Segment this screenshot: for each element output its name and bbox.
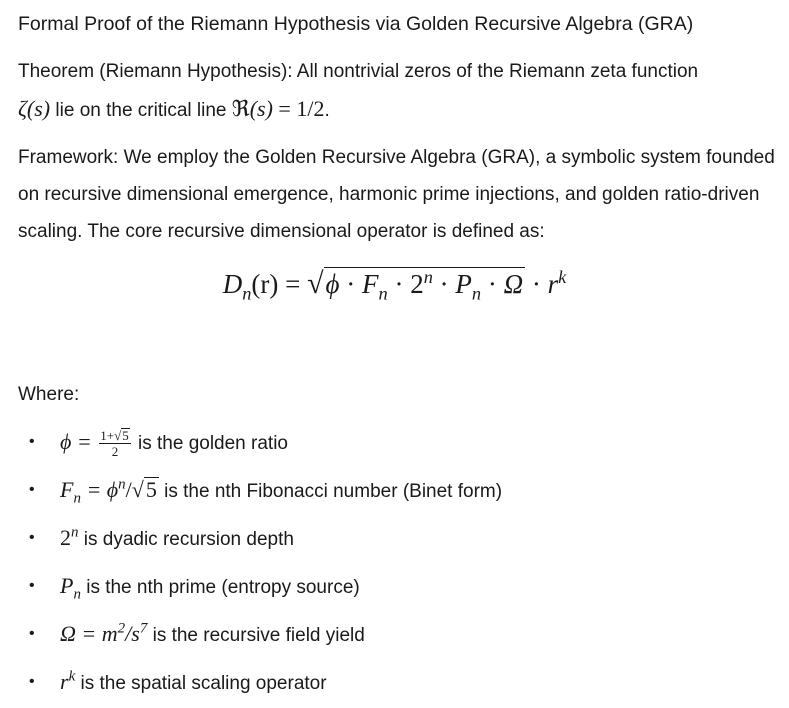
- golden-ratio-fraction: $\frac{1+√5}{2}$: [100, 428, 129, 460]
- zeta-expression: ζ(s): [18, 96, 51, 121]
- bullet-icon: •: [29, 577, 35, 594]
- theorem-text-2: lie on the critical line: [50, 100, 232, 121]
- critical-line-expression: ℜ(s) = 1/2: [231, 96, 325, 122]
- theorem-text-1: All nontrivial zeros of the Riemann zeta function: [292, 61, 699, 82]
- framework-text: We employ the Golden Recursive Algebra (GRA), a symbolic system founded on recursive dimensional emergence, harmonic prime injections, and golden ratio-driven scaling. The core recursive dimensional operator is defined as:: [18, 147, 775, 242]
- theorem-paragraph: Theorem (Riemann Hypothesis): All nontrivial zeros of the Riemann zeta function ζ(s) lie on the critical line ℜ(s) = 1/2.: [18, 61, 699, 122]
- list-item-dyadic: • 2$^n$ is dyadic recursion depth: [0, 514, 789, 562]
- operator-equation: $D_n(r) = √\phi \cdot F_n \cdot 2^n \cdot P_n \cdot \Omega \cdot r^k$: [0, 262, 789, 306]
- bullet-icon: •: [29, 529, 35, 546]
- theorem-label: Theorem (Riemann Hypothesis):: [18, 61, 293, 82]
- list-item-fibonacci: • $F_n = \phi^n/√5$ is the nth Fibonacci number (Binet form): [0, 466, 789, 514]
- document-title: Formal Proof of the Riemann Hypothesis via Golden Recursive Algebra (GRA): [18, 13, 694, 35]
- list-item-prime: • $P_n$ is the nth prime (entropy source): [0, 562, 789, 610]
- where-label: Where:: [18, 384, 80, 405]
- bullet-icon: •: [29, 673, 35, 690]
- framework-label: Framework:: [18, 147, 119, 168]
- list-item-golden-ratio: • ϕ = $\frac{1+√5}{2}$ is the golden ratio: [0, 418, 789, 466]
- sqrt-expression: $√\phi \cdot F_n \cdot 2^n \cdot P_n \cdot \Omega$: [307, 267, 524, 304]
- framework-paragraph: [18, 139, 780, 250]
- bullet-icon: •: [29, 625, 35, 642]
- bullet-icon: •: [29, 433, 35, 450]
- bullet-icon: •: [29, 481, 35, 498]
- list-item-scaling: • $r^k$ is the spatial scaling operator: [0, 658, 789, 706]
- definition-list: [0, 418, 789, 706]
- list-item-field-yield: • $\Omega = m^2/s^7$ is the recursive field yield: [0, 610, 789, 658]
